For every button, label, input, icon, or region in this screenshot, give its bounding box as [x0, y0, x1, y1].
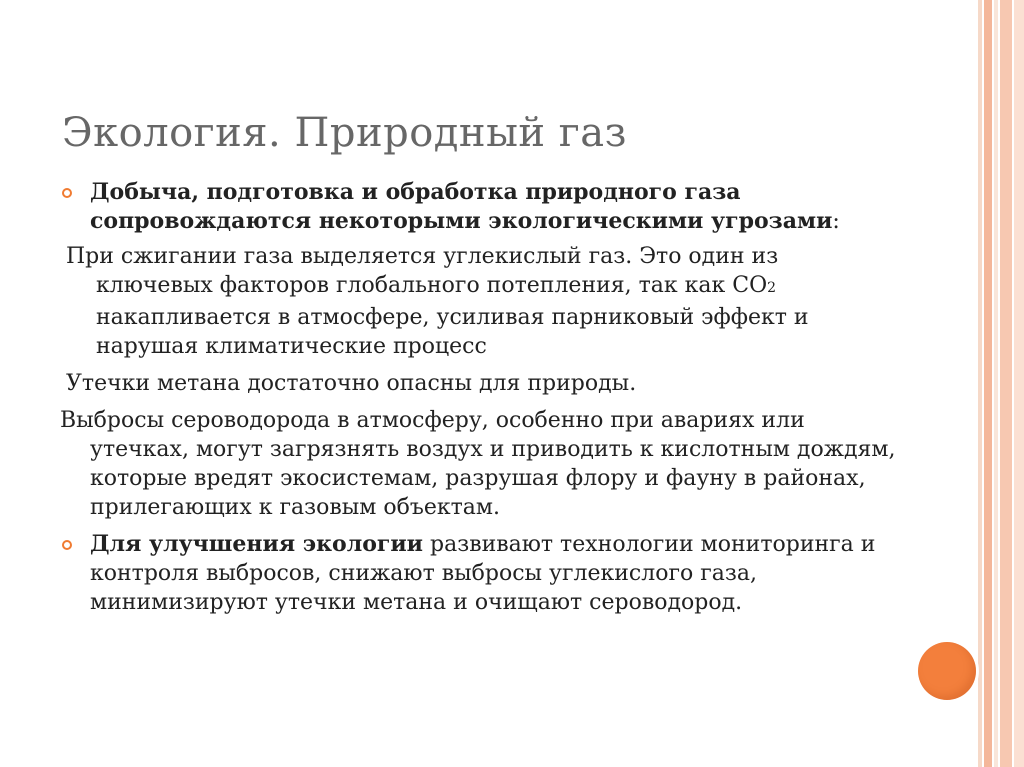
paragraph-hydrogen-sulfide	[60, 406, 900, 522]
paragraph-text: Утечки метана достаточно опасны для природы.	[66, 371, 637, 396]
slide-title: Экология. Природный газ	[62, 110, 627, 156]
paragraph-text: При сжигании газа выделяется углекислый газ. Это один из ключевых факторов глобального потепления, так как CO	[66, 244, 779, 298]
border-stripe	[1000, 0, 1012, 767]
co2-subscript: 2	[767, 280, 777, 296]
border-stripe	[1014, 0, 1024, 767]
paragraph-bold-text: Для улучшения экологии	[90, 531, 423, 557]
paragraph-threats	[60, 178, 900, 236]
hollow-circle-bullet-icon	[62, 540, 72, 550]
slide-content	[60, 178, 900, 625]
paragraph-text: :	[832, 209, 840, 234]
paragraph-text: накапливается в атмосфере, усиливая парниковый эффект и нарушая климатические процесс	[96, 305, 809, 359]
paragraph-combustion	[60, 242, 900, 361]
orange-circle-icon	[918, 642, 976, 700]
paragraph-improvements	[60, 530, 900, 617]
right-decorative-border	[978, 0, 1024, 767]
paragraph-bold-text: Добыча, подготовка и обработка природного газа сопровождаются некоторыми экологическими угрозами	[90, 179, 833, 234]
paragraph-methane	[60, 369, 900, 398]
paragraph-text: развивают технологии мониторинга и контроля выбросов, снижают выбросы углекислого газа, минимизируют утечки метана и очищают сероводород.	[90, 532, 876, 615]
paragraph-text: Выбросы сероводорода в атмосферу, особенно при авариях или утечках, могут загрязнять воздух и приводить к кислотным дождям, которые вредят экосистемам, разрушая флору и фауну в районах, прилегающих к газовым объектам.	[60, 408, 896, 520]
border-stripe	[994, 0, 998, 767]
border-stripe	[978, 0, 982, 767]
border-stripe	[984, 0, 992, 767]
hollow-circle-bullet-icon	[62, 188, 72, 198]
